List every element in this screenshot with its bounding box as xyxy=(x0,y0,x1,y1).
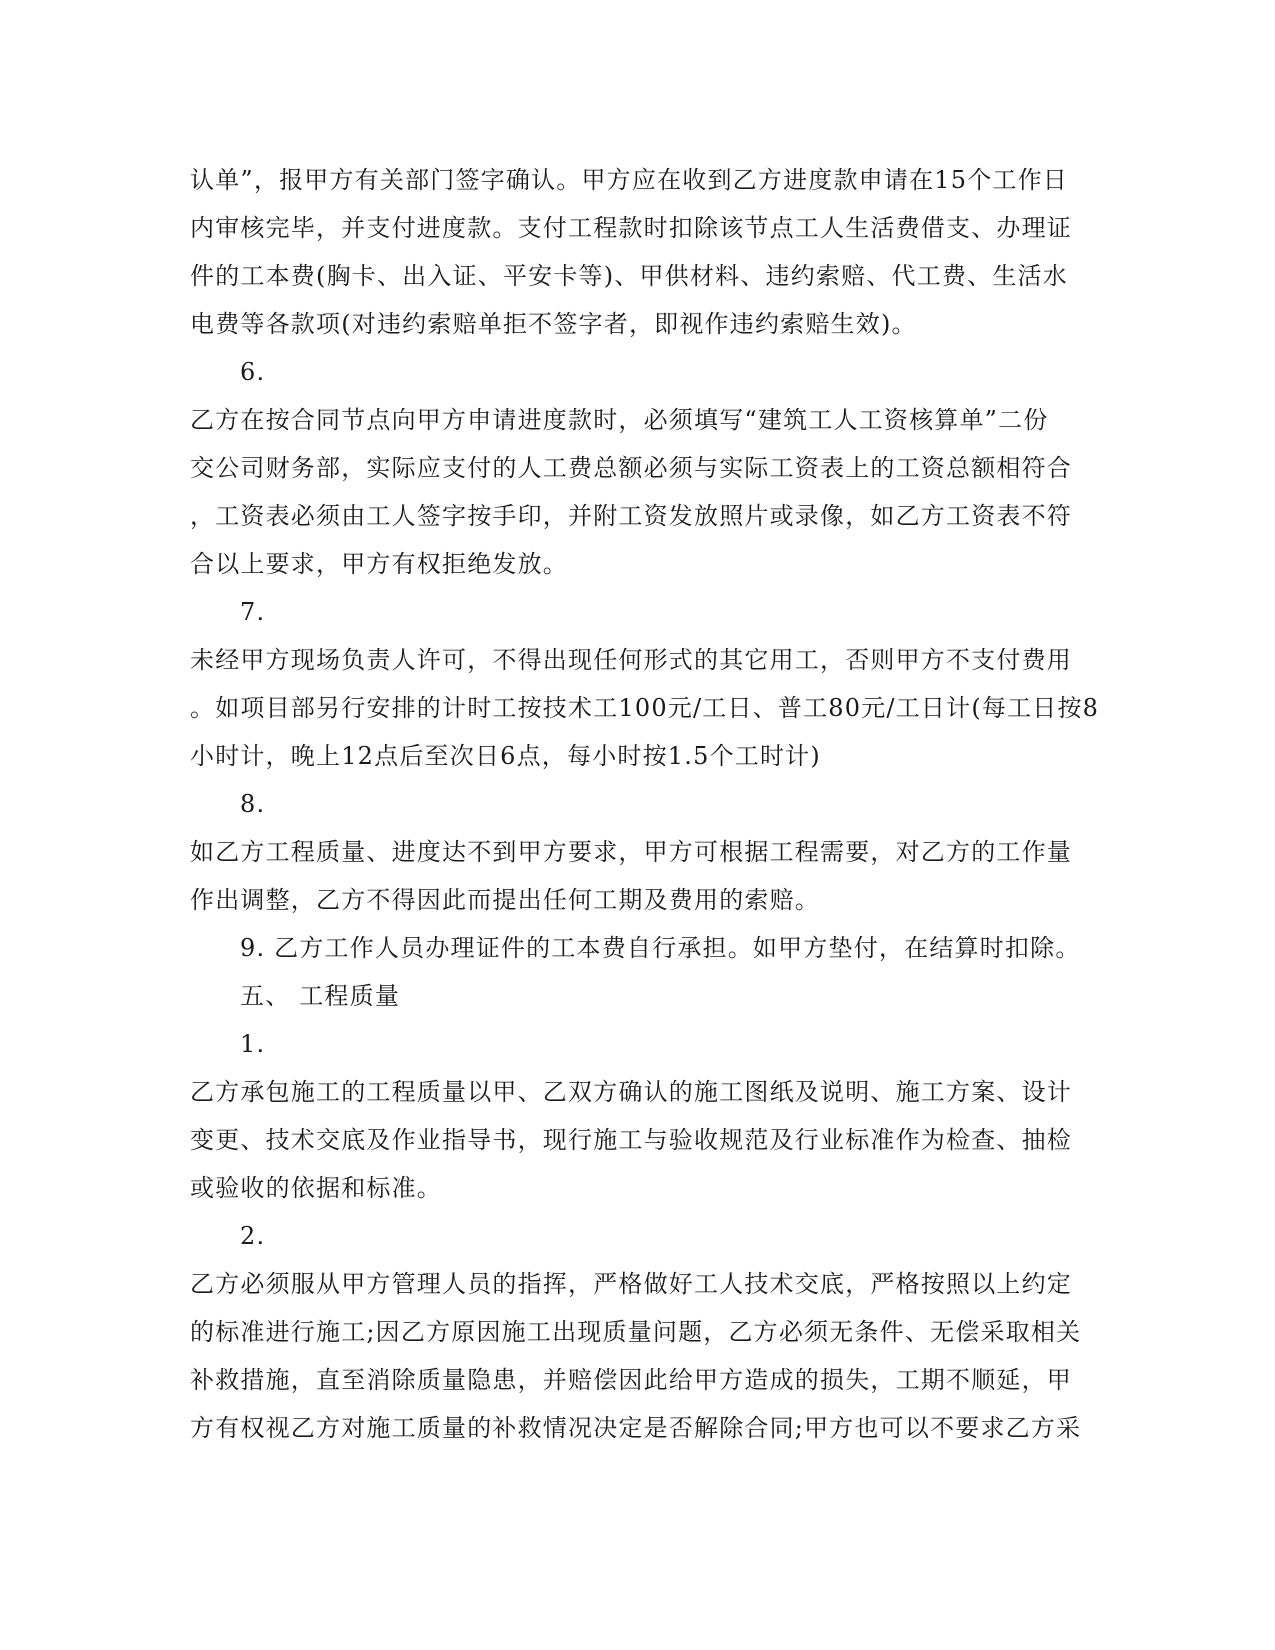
item-number-6: 6. xyxy=(240,358,266,386)
item-number-2: 2. xyxy=(240,1222,266,1250)
text-line: ，工资表必须由工人签字按手印，并附工资发放照片或录像，如乙方工资表不符 xyxy=(190,502,1072,530)
text-line: 补救措施，直至消除质量隐患，并赔偿因此给甲方造成的损失，工期不顺延，甲 xyxy=(190,1366,1072,1394)
text-line: 件的工本费(胸卡、出入证、平安卡等)、甲供材料、违约索赔、代工费、生活水 xyxy=(190,262,1068,290)
text-line: 乙方在按合同节点向甲方申请进度款时，必须填写“建筑工人工资核算单”二份 xyxy=(190,406,1049,434)
section-heading-quality: 五、 工程质量 xyxy=(240,982,401,1010)
item-number-1: 1. xyxy=(240,1030,266,1058)
item-9: 9. 乙方工作人员办理证件的工本费自行承担。如甲方垫付，在结算时扣除。 xyxy=(240,934,1081,962)
text-line: 电费等各款项(对违约索赔单拒不签字者，即视作违约索赔生效)。 xyxy=(190,310,917,338)
text-line: 变更、技术交底及作业指导书，现行施工与验收规范及行业标准作为检查、抽检 xyxy=(190,1126,1072,1154)
text-line: 。如项目部另行安排的计时工按技术工100元/工日、普工80元/工日计(每工日按8 xyxy=(190,694,1100,722)
text-line: 交公司财务部，实际应支付的人工费总额必须与实际工资表上的工资总额相符合 xyxy=(190,454,1072,482)
text-line: 合以上要求，甲方有权拒绝发放。 xyxy=(190,550,568,578)
text-line: 作出调整，乙方不得因此而提出任何工期及费用的索赔。 xyxy=(190,886,820,914)
text-line: 如乙方工程质量、进度达不到甲方要求，甲方可根据工程需要，对乙方的工作量 xyxy=(190,838,1072,866)
text-line: 认单”，报甲方有关部门签字确认。甲方应在收到乙方进度款申请在15个工作日 xyxy=(190,166,1069,194)
item-number-7: 7. xyxy=(240,598,266,626)
item-number-8: 8. xyxy=(240,790,266,818)
text-line: 乙方承包施工的工程质量以甲、乙双方确认的施工图纸及说明、施工方案、设计 xyxy=(190,1078,1072,1106)
text-line: 的标准进行施工;因乙方原因施工出现质量问题，乙方必须无条件、无偿采取相关 xyxy=(190,1318,1082,1346)
text-line: 或验收的依据和标准。 xyxy=(190,1174,442,1202)
text-line: 乙方必须服从甲方管理人员的指挥，严格做好工人技术交底，严格按照以上约定 xyxy=(190,1270,1072,1298)
text-line: 方有权视乙方对施工质量的补救情况决定是否解除合同;甲方也可以不要求乙方采 xyxy=(190,1414,1082,1442)
document-body xyxy=(190,156,1100,1452)
text-line: 未经甲方现场负责人许可，不得出现任何形式的其它用工，否则甲方不支付费用 xyxy=(190,646,1072,674)
text-line: 内审核完毕，并支付进度款。支付工程款时扣除该节点工人生活费借支、办理证 xyxy=(190,214,1072,242)
text-line: 小时计，晚上12点后至次日6点，每小时按1.5个工时计) xyxy=(190,742,821,770)
